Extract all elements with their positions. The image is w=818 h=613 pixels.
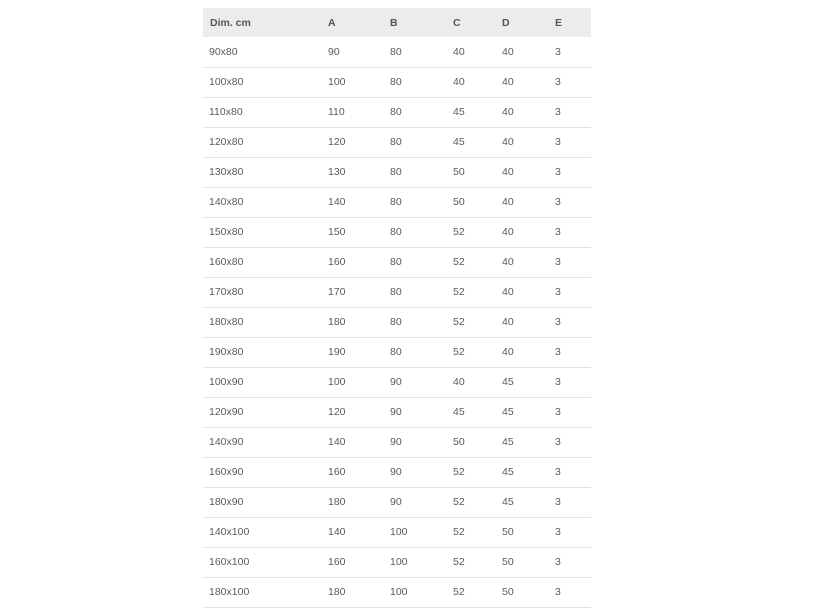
- cell-b: 80: [390, 166, 402, 178]
- cell-a: 140: [328, 436, 346, 448]
- cell-d: 40: [502, 226, 514, 238]
- cell-d: 45: [502, 496, 514, 508]
- cell-d: 50: [502, 526, 514, 538]
- cell-e: 3: [555, 376, 561, 388]
- cell-d: 40: [502, 196, 514, 208]
- cell-e: 3: [555, 526, 561, 538]
- cell-d: 40: [502, 76, 514, 88]
- cell-e: 3: [555, 226, 561, 238]
- table-row: [203, 547, 591, 577]
- table-row: [203, 187, 591, 217]
- cell-e: 3: [555, 256, 561, 268]
- cell-b: 100: [390, 586, 408, 598]
- header-b: B: [390, 16, 398, 29]
- cell-c: 40: [453, 376, 465, 388]
- cell-c: 52: [453, 286, 465, 298]
- cell-b: 90: [390, 466, 402, 478]
- cell-c: 52: [453, 496, 465, 508]
- cell-a: 180: [328, 496, 346, 508]
- cell-e: 3: [555, 496, 561, 508]
- cell-b: 100: [390, 526, 408, 538]
- table-row: [203, 367, 591, 397]
- cell-b: 80: [390, 256, 402, 268]
- table-row: [203, 247, 591, 277]
- header-row: [203, 8, 591, 37]
- table-row: [203, 307, 591, 337]
- table-header: [203, 8, 591, 37]
- cell-b: 90: [390, 496, 402, 508]
- table-row: [203, 577, 591, 607]
- cell-d: 40: [502, 256, 514, 268]
- cell-c: 52: [453, 256, 465, 268]
- cell-a: 100: [328, 376, 346, 388]
- cell-e: 3: [555, 106, 561, 118]
- cell-a: 160: [328, 466, 346, 478]
- cell-d: 40: [502, 286, 514, 298]
- cell-d: 40: [502, 136, 514, 148]
- cell-a: 130: [328, 166, 346, 178]
- header-c: C: [453, 16, 461, 29]
- cell-dim: 130x80: [209, 166, 244, 178]
- cell-d: 40: [502, 316, 514, 328]
- cell-b: 80: [390, 346, 402, 358]
- cell-d: 50: [502, 586, 514, 598]
- table-row: [203, 97, 591, 127]
- cell-a: 120: [328, 406, 346, 418]
- cell-a: 150: [328, 226, 346, 238]
- header-d: D: [502, 16, 510, 29]
- cell-dim: 180x80: [209, 316, 244, 328]
- cell-e: 3: [555, 45, 561, 58]
- cell-dim: 190x80: [209, 346, 244, 358]
- cell-e: 3: [555, 346, 561, 358]
- cell-b: 80: [390, 316, 402, 328]
- cell-c: 45: [453, 106, 465, 118]
- cell-d: 45: [502, 376, 514, 388]
- cell-a: 180: [328, 316, 346, 328]
- cell-a: 160: [328, 256, 346, 268]
- cell-b: 80: [390, 286, 402, 298]
- cell-dim: 110x80: [209, 106, 243, 118]
- table-row: [203, 217, 591, 247]
- cell-d: 40: [502, 106, 514, 118]
- header-dim: Dim. cm: [210, 16, 251, 29]
- cell-e: 3: [555, 406, 561, 418]
- table-row: [203, 427, 591, 457]
- cell-d: 40: [502, 45, 514, 58]
- cell-a: 160: [328, 556, 346, 568]
- cell-d: 45: [502, 466, 514, 478]
- cell-d: 45: [502, 436, 514, 448]
- cell-d: 40: [502, 166, 514, 178]
- cell-dim: 120x90: [209, 406, 244, 418]
- table-body: [203, 37, 591, 607]
- cell-a: 100: [328, 76, 346, 88]
- cell-d: 50: [502, 556, 514, 568]
- cell-e: 3: [555, 436, 561, 448]
- cell-dim: 140x90: [209, 436, 244, 448]
- cell-b: 90: [390, 436, 402, 448]
- cell-c: 45: [453, 136, 465, 148]
- cell-b: 80: [390, 226, 402, 238]
- cell-b: 80: [390, 106, 402, 118]
- table-row: [203, 277, 591, 307]
- cell-b: 80: [390, 196, 402, 208]
- cell-dim: 180x100: [209, 586, 250, 598]
- cell-e: 3: [555, 586, 561, 598]
- cell-c: 50: [453, 166, 465, 178]
- cell-c: 50: [453, 436, 465, 448]
- dimensions-table: [203, 8, 591, 608]
- cell-c: 52: [453, 556, 465, 568]
- cell-a: 110: [328, 106, 345, 118]
- cell-a: 140: [328, 526, 346, 538]
- table-row: [203, 397, 591, 427]
- cell-e: 3: [555, 556, 561, 568]
- cell-a: 140: [328, 196, 346, 208]
- cell-e: 3: [555, 286, 561, 298]
- table-row: [203, 37, 591, 67]
- cell-a: 90: [328, 45, 340, 58]
- table-row: [203, 67, 591, 97]
- cell-dim: 160x100: [209, 556, 250, 568]
- cell-dim: 170x80: [209, 286, 244, 298]
- table-row: [203, 457, 591, 487]
- cell-dim: 120x80: [209, 136, 244, 148]
- table-row: [203, 337, 591, 367]
- cell-b: 80: [390, 76, 402, 88]
- cell-c: 52: [453, 316, 465, 328]
- cell-b: 100: [390, 556, 408, 568]
- cell-dim: 160x90: [209, 466, 244, 478]
- cell-dim: 140x80: [209, 196, 244, 208]
- cell-e: 3: [555, 136, 561, 148]
- table-row: [203, 487, 591, 517]
- cell-dim: 100x80: [209, 76, 244, 88]
- cell-dim: 90x80: [209, 45, 238, 58]
- cell-c: 52: [453, 226, 465, 238]
- cell-a: 190: [328, 346, 346, 358]
- cell-c: 40: [453, 76, 465, 88]
- cell-a: 170: [328, 286, 346, 298]
- cell-a: 120: [328, 136, 346, 148]
- cell-dim: 150x80: [209, 226, 244, 238]
- cell-dim: 100x90: [209, 376, 244, 388]
- cell-e: 3: [555, 466, 561, 478]
- cell-c: 40: [453, 45, 465, 58]
- header-a: A: [328, 16, 336, 29]
- table-row: [203, 517, 591, 547]
- table-row: [203, 127, 591, 157]
- cell-e: 3: [555, 166, 561, 178]
- cell-b: 90: [390, 376, 402, 388]
- cell-e: 3: [555, 76, 561, 88]
- cell-dim: 140x100: [209, 526, 250, 538]
- cell-a: 180: [328, 586, 346, 598]
- cell-b: 80: [390, 45, 402, 58]
- table-row: [203, 157, 591, 187]
- cell-d: 40: [502, 346, 514, 358]
- cell-c: 52: [453, 466, 465, 478]
- cell-dim: 180x90: [209, 496, 244, 508]
- cell-c: 45: [453, 406, 465, 418]
- header-e: E: [555, 16, 563, 29]
- cell-dim: 160x80: [209, 256, 244, 268]
- cell-c: 52: [453, 346, 465, 358]
- cell-c: 52: [453, 586, 465, 598]
- cell-c: 50: [453, 196, 465, 208]
- cell-b: 80: [390, 136, 402, 148]
- cell-e: 3: [555, 316, 561, 328]
- cell-e: 3: [555, 196, 561, 208]
- cell-b: 90: [390, 406, 402, 418]
- cell-c: 52: [453, 526, 465, 538]
- cell-d: 45: [502, 406, 514, 418]
